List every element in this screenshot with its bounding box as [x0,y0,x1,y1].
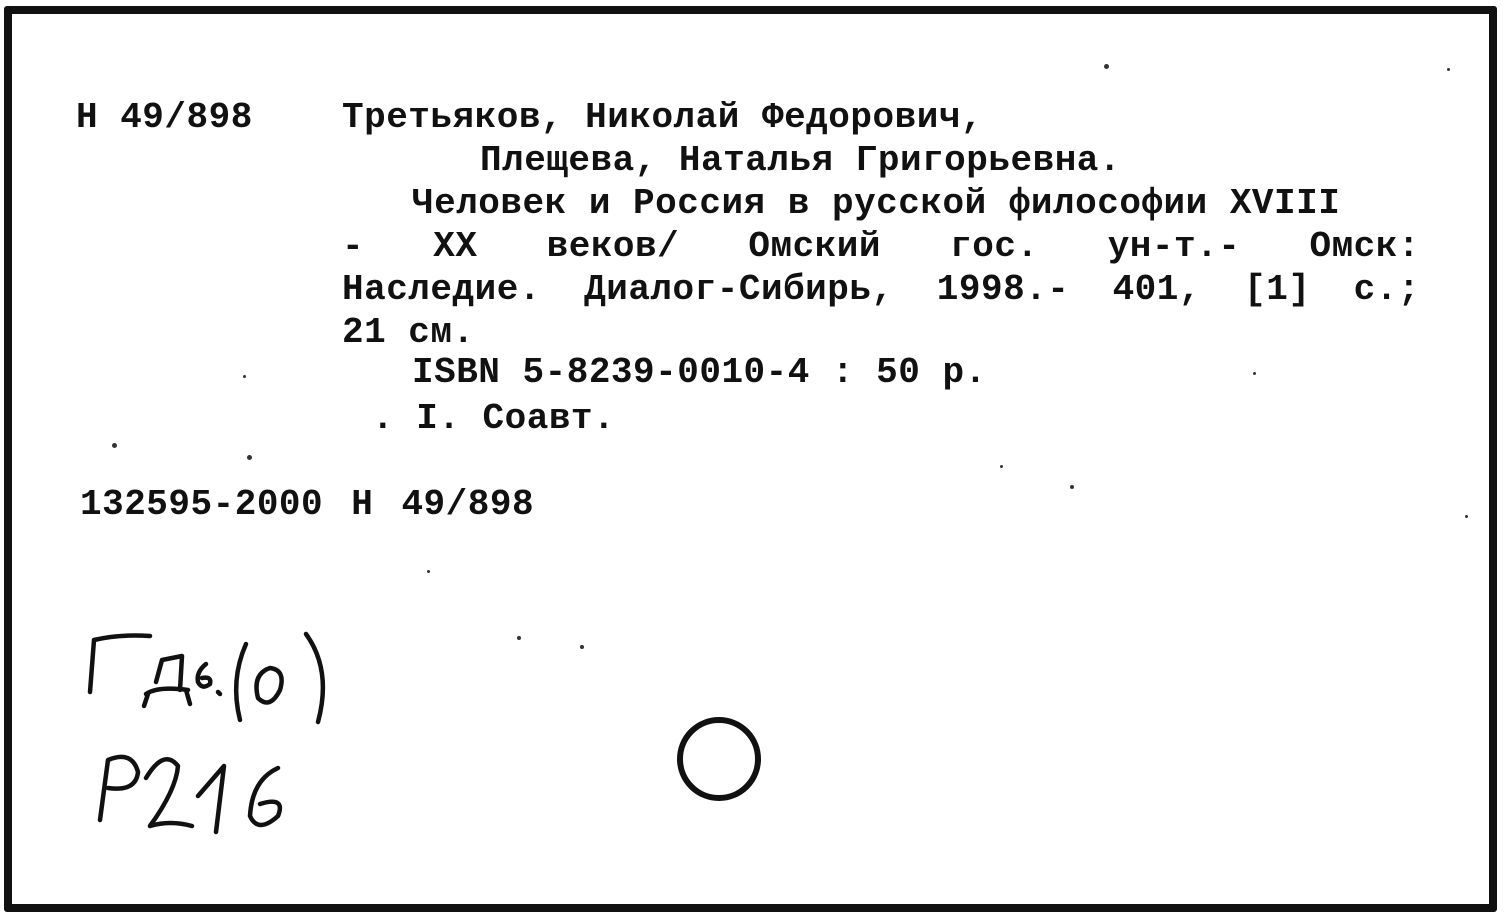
title-line-1: Человек и Россия в русской философии XVIII [412,183,1341,224]
speck [1465,515,1468,518]
shelfmark-top: Н 49/898 [76,97,253,138]
speck [427,570,430,573]
title-line-4: 21 см. [342,312,475,353]
card-punch-hole [677,717,761,801]
author-line: Третьяков, Николай Федорович, [342,97,984,138]
title-line-2: - XX веков/ Омский гос. ун-т.- Омск: [342,226,1420,267]
coauthor-line: Плещева, Наталья Григорьевна. [480,140,1122,181]
speck [1000,465,1003,468]
inventory-line: 132595-2000 Н 49/898 [80,484,535,525]
speck [243,375,246,378]
speck [517,636,521,640]
title-line-3: Наследие. Диалог-Сибирь, 1998.- 401, [1] с.; [342,269,1420,310]
speck [112,443,117,448]
speck [1447,68,1450,71]
tracing-line: . I. Соавт. [372,398,616,439]
isbn-line: ISBN 5-8239-0010-4 : 50 р. [412,352,987,393]
speck [1104,64,1109,69]
speck [1070,485,1074,489]
handwritten-classification [80,620,360,850]
speck [580,645,584,649]
speck [1253,372,1256,375]
speck [247,455,252,460]
